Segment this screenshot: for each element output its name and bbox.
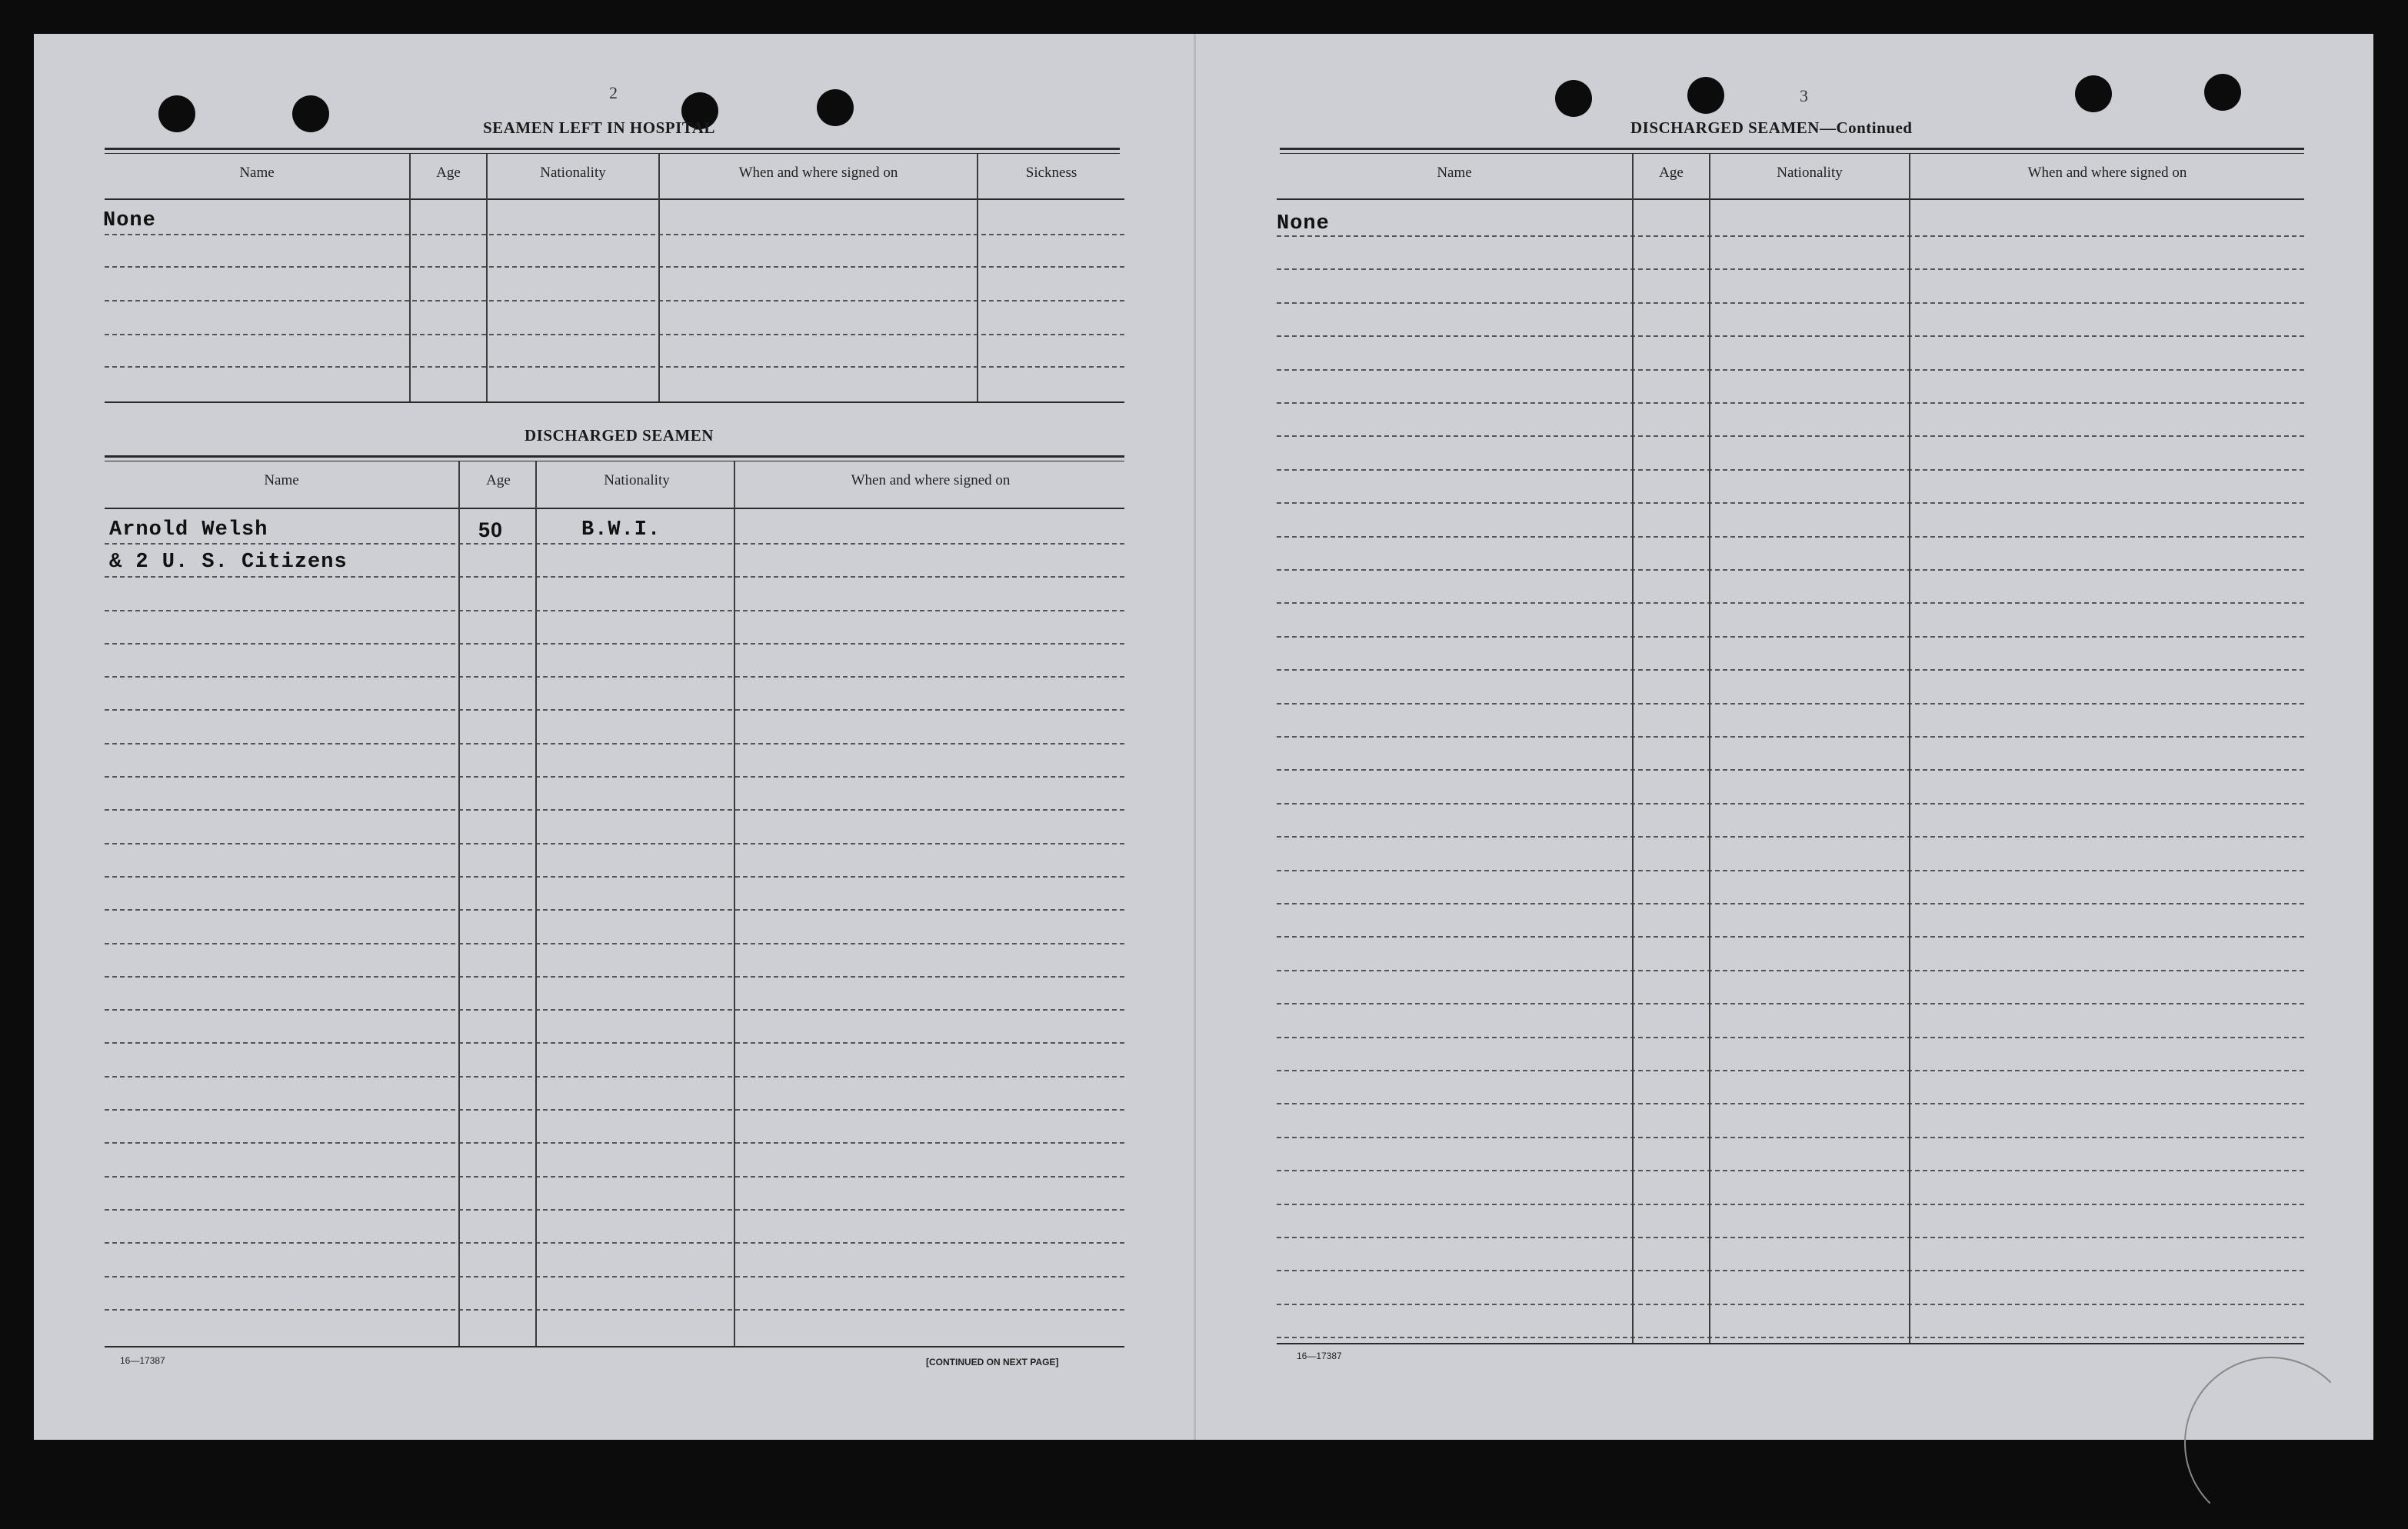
ruled-row-line <box>1277 1337 2304 1338</box>
ruled-row-line <box>105 909 1124 911</box>
ruled-row-line <box>1277 268 2304 270</box>
right-divider <box>1632 154 1634 1343</box>
ruled-row-line <box>105 643 1124 645</box>
hospital-top-rule <box>105 148 1120 154</box>
ruled-row-line <box>105 1142 1124 1144</box>
page-fold <box>1194 34 1196 1440</box>
punch-hole <box>292 95 329 132</box>
hospital-section-title: SEAMEN LEFT IN HOSPITAL <box>483 118 715 137</box>
ruled-row-line <box>105 1042 1124 1044</box>
ruled-row-line <box>105 1276 1124 1277</box>
ruled-row-line <box>1277 736 2304 738</box>
ruled-row-line <box>1277 1270 2304 1271</box>
ruled-row-line <box>105 1242 1124 1244</box>
ruled-row-line <box>105 1009 1124 1011</box>
ruled-row-line <box>1277 1304 2304 1305</box>
ruled-row-line <box>1277 469 2304 471</box>
ruled-row-line <box>1277 1037 2304 1038</box>
ruled-row-line <box>1277 903 2304 904</box>
punch-hole <box>817 89 854 126</box>
ruled-row-line <box>105 1176 1124 1178</box>
discharged-row-2-name: & 2 U. S. Citizens <box>109 551 348 574</box>
ruled-row-line <box>105 676 1124 678</box>
ruled-row-line <box>1277 803 2304 804</box>
right-entry-name: None <box>1277 212 1330 235</box>
right-section-title: DISCHARGED SEAMEN—Continued <box>1630 118 1913 137</box>
discharged-divider <box>458 461 460 1346</box>
hospital-row-line <box>105 234 1124 235</box>
hospital-row-line <box>105 366 1124 368</box>
ruled-row-line <box>1277 1003 2304 1004</box>
ruled-row-line <box>1277 435 2304 437</box>
ruled-row-line <box>1277 569 2304 571</box>
right-header-rule <box>1277 198 2304 200</box>
ruled-row-line <box>1277 703 2304 705</box>
ruled-row-line <box>1277 302 2304 304</box>
ruled-row-line <box>1277 602 2304 604</box>
left-bottom-rule <box>105 1346 1124 1347</box>
form-number-left: 16—17387 <box>120 1355 165 1366</box>
hospital-col-name: Name <box>239 165 275 181</box>
continued-note: [CONTINUED ON NEXT PAGE] <box>926 1357 1059 1367</box>
ruled-row-line <box>105 976 1124 978</box>
ruled-row-line <box>1277 836 2304 838</box>
ruled-row-line <box>1277 502 2304 504</box>
ruled-row-line <box>105 876 1124 878</box>
right-top-rule <box>1280 148 2304 154</box>
page-number-left: 2 <box>609 83 618 102</box>
hospital-col-sickness: Sickness <box>1025 165 1077 181</box>
corner-curl-mark <box>2184 1357 2356 1529</box>
hospital-divider <box>977 154 978 401</box>
ruled-row-line <box>105 743 1124 745</box>
discharged-col-name: Name <box>264 472 299 488</box>
ruled-row-line <box>1277 335 2304 337</box>
ruled-row-line <box>1277 1103 2304 1104</box>
hospital-col-age: Age <box>436 165 461 181</box>
discharged-col-age: Age <box>486 472 511 488</box>
hospital-entry-name: None <box>103 209 156 232</box>
ruled-row-line <box>105 1309 1124 1311</box>
ruled-row-line <box>1277 636 2304 638</box>
punch-hole <box>1555 80 1592 117</box>
ruled-row-line <box>105 1209 1124 1211</box>
right-col-nationality: Nationality <box>1777 165 1843 181</box>
punch-hole <box>2075 75 2112 112</box>
ruled-row-line <box>105 709 1124 711</box>
discharged-col-nationality: Nationality <box>604 472 670 488</box>
discharged-row-1-nationality: B.W.I. <box>581 518 661 541</box>
discharged-row-1-name: Arnold Welsh <box>109 518 268 541</box>
ruled-row-line <box>1277 1170 2304 1171</box>
punch-hole <box>1687 77 1724 114</box>
hospital-divider <box>658 154 660 401</box>
ruled-row-line <box>1277 1070 2304 1071</box>
discharged-divider <box>535 461 537 1346</box>
hospital-row-line <box>105 300 1124 301</box>
discharged-col-signed-on: When and where signed on <box>851 472 1011 488</box>
right-col-age: Age <box>1659 165 1684 181</box>
ruled-row-line <box>1277 669 2304 671</box>
ruled-row-line <box>1277 1137 2304 1138</box>
ruled-row-line <box>105 1109 1124 1111</box>
hospital-col-signed-on: When and where signed on <box>738 165 898 181</box>
hospital-divider <box>409 154 411 401</box>
hospital-row-line <box>105 334 1124 335</box>
ruled-row-line <box>1277 970 2304 971</box>
ruled-row-line <box>105 610 1124 611</box>
hospital-header-rule <box>105 198 1124 200</box>
ruled-row-line <box>1277 536 2304 538</box>
right-divider <box>1909 154 1910 1343</box>
discharged-top-rule <box>105 455 1124 461</box>
discharged-divider <box>734 461 735 1346</box>
ruled-row-line <box>105 843 1124 844</box>
ruled-row-line <box>105 543 1124 545</box>
hospital-row-line <box>105 266 1124 268</box>
ruled-row-line <box>1277 1204 2304 1205</box>
right-bottom-rule <box>1277 1343 2304 1344</box>
ruled-row-line <box>1277 936 2304 938</box>
hospital-bottom-rule <box>105 401 1124 403</box>
hospital-divider <box>486 154 488 401</box>
ruled-row-line <box>105 576 1124 578</box>
ruled-row-line <box>105 809 1124 811</box>
page-number-right: 3 <box>1800 86 1808 105</box>
right-divider <box>1709 154 1710 1343</box>
ruled-row-line <box>105 776 1124 778</box>
ruled-row-line <box>1277 402 2304 404</box>
ruled-row-line <box>105 943 1124 944</box>
discharged-row-1-age: 50 <box>478 518 504 541</box>
ruled-row-line <box>1277 1237 2304 1238</box>
right-col-name: Name <box>1437 165 1472 181</box>
ruled-row-line <box>1277 369 2304 371</box>
form-number-right: 16—17387 <box>1297 1351 1342 1361</box>
ruled-row-line <box>1277 769 2304 771</box>
ruled-row-line <box>1277 870 2304 871</box>
ruled-row-line <box>105 1076 1124 1078</box>
punch-hole <box>2204 74 2241 111</box>
right-col-signed-on: When and where signed on <box>2027 165 2187 181</box>
ruled-row-line <box>1277 235 2304 237</box>
hospital-col-nationality: Nationality <box>540 165 606 181</box>
discharged-section-title: DISCHARGED SEAMEN <box>525 426 714 445</box>
punch-hole <box>158 95 195 132</box>
discharged-header-rule <box>105 508 1124 509</box>
